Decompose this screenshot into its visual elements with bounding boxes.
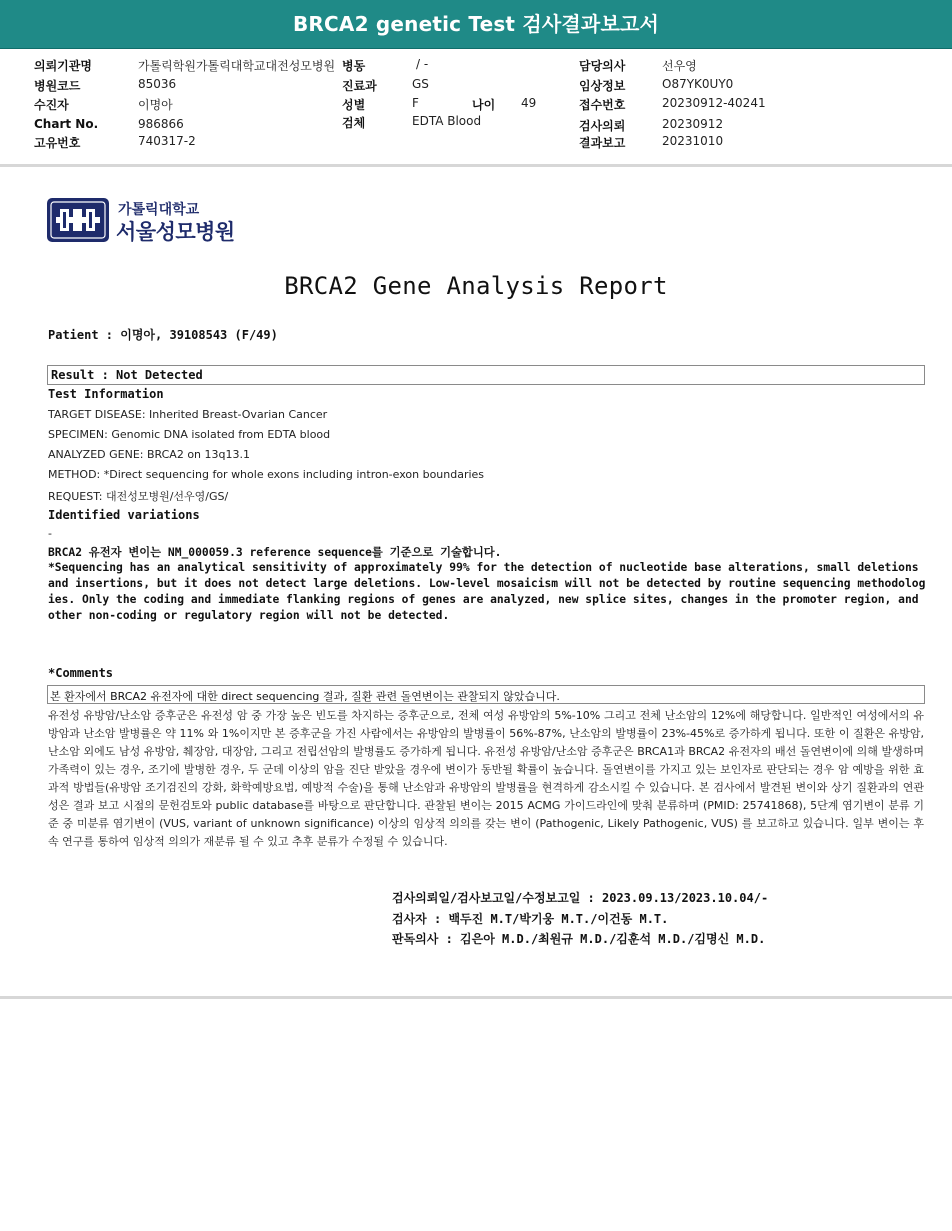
label-report-date: 결과보고 bbox=[579, 136, 626, 150]
header-divider bbox=[0, 164, 952, 167]
value-age: 49 bbox=[521, 96, 537, 110]
comment-summary: 본 환자에서 BRCA2 유전자에 대한 direct sequencing 결과, 질환 관련 돌연변이는 관찰되지 않았습니다. bbox=[50, 690, 560, 703]
window-title: BRCA2 genetic Test 검사결과보고서 bbox=[292, 12, 660, 36]
value-receipt-no: 20230912-40241 bbox=[662, 96, 766, 110]
label-request-date: 검사의뢰 bbox=[579, 119, 626, 133]
result-box bbox=[47, 365, 925, 385]
value-ward: / - bbox=[416, 57, 429, 71]
label-hospital-code: 병원코드 bbox=[34, 79, 81, 93]
test-info-method: METHOD: *Direct sequencing for whole exons including intron-exon boundaries bbox=[48, 468, 485, 481]
patient-line: Patient : 이명아, 39108543 (F/49) bbox=[48, 328, 278, 342]
test-info-analyzed-gene: ANALYZED GENE: BRCA2 on 13q13.1 bbox=[48, 448, 250, 461]
value-patient-name: 이명아 bbox=[138, 98, 173, 112]
value-requesting-institution: 가톨릭학원가톨릭대학교대전성모병원 bbox=[138, 59, 336, 73]
label-department: 진료과 bbox=[342, 79, 377, 93]
reference-note: BRCA2 유전자 변이는 NM_000059.3 reference sequence를 기준으로 기술합니다. bbox=[48, 546, 502, 559]
value-specimen: EDTA Blood bbox=[412, 114, 482, 128]
label-age: 나이 bbox=[472, 98, 496, 112]
comments-heading: *Comments bbox=[48, 666, 114, 680]
label-receipt-no: 접수번호 bbox=[579, 98, 626, 112]
footer-divider bbox=[0, 996, 952, 999]
value-report-date: 20231010 bbox=[662, 134, 724, 148]
value-unique-id: 740317-2 bbox=[138, 134, 196, 148]
hospital-logo-icon bbox=[46, 197, 110, 243]
label-requesting-institution: 의뢰기관명 bbox=[34, 59, 92, 73]
value-clinical-info: O87YK0UY0 bbox=[662, 77, 734, 91]
label-specimen: 검체 bbox=[342, 116, 366, 130]
method-note: *Sequencing has an analytical sensitivity of approximately 99% for the detection of nucleotide base alterations, small deletions and insertions, but it does not detect large deletions. Low-level mosaicism will not be detected by routine sequencing methodologies. Only the coding and immediate flanking regions of genes are analyzed, new splice sites, changes in the promoter region, and other non-coding or regulatory region will not be detected. bbox=[48, 561, 926, 622]
value-sex: F bbox=[412, 96, 419, 110]
label-chart-no: Chart No. bbox=[34, 117, 99, 131]
test-info-target-disease: TARGET DISEASE: Inherited Breast-Ovarian Cancer bbox=[48, 408, 328, 421]
label-attending-doctor: 담당의사 bbox=[579, 59, 626, 73]
label-unique-id: 고유번호 bbox=[34, 136, 81, 150]
value-hospital-code: 85036 bbox=[138, 77, 177, 91]
label-sex: 성별 bbox=[342, 98, 366, 112]
logo-large-text: 서울성모병원 bbox=[116, 220, 235, 244]
window-title-bar bbox=[0, 0, 952, 49]
value-chart-no: 986866 bbox=[138, 117, 184, 131]
value-department: GS bbox=[412, 77, 429, 91]
logo-small-text: 가톨릭대학교 bbox=[118, 202, 200, 218]
variations-value: - bbox=[48, 527, 52, 540]
comment-body: 유전성 유방암/난소암 증후군은 유전성 암 중 가장 높은 빈도를 차지하는 증후군으로, 전체 여성 유방암의 5%-10% 그리고 전체 난소암의 12%에 해당합니다. 일반적인 여성에서의 유방암과 난소암 발병률은 약 11% 와 1%이지만 본 증후군을 가진 사람에서는 유방암의 발병률이 56%-87%, 난소암의 발병률이 23%-45%로 증가하게 됩니다. 또한 이 질환은 유방암, 난소암 외에도 남성 유방암, 췌장암, 대장암, 그리고 전립선암의 발병률도 증가하게 됩니다. 유전성 유방암/난소암 증후군은 BRCA1과 BRCA2 유전자의 배선 돌연변이에 의해 발생하며 가족력이 있는 경우, 조기에 발병한 경우, 두 군데 이상의 암을 진단 받았을 경우에 변이가 동반될 확률이 높습니다. 돌연변이를 가지고 있는 보인자로 판단되는 경우 암 예방을 위한 효과적 방법들(유방암 조기검진의 강화, 화학예방요법, 예방적 수술)을 통해 난소암과 유방암의 발병률을 현격하게 감소시킬 수 있습니다. 본 검사에서 발견된 변이와 상기 질환과의 연관성은 결과 보고 시점의 문헌검토와 public database를 바탕으로 판단합니다. 관찰된 변이는 2015 ACMG 가이드라인에 맞춰 분류하며 (PMID: 25741868), 5단계 염기변이 분류 기준 중 미분류 염기변이 (VUS, variant of unknown significance) 이상의 임상적 의의를 갖는 변이 (Pathogenic, Likely Pathogenic, VUS) 를 보고하고 있습니다. 일부 변이는 후속 연구를 통하여 임상적 의의가 재분류 될 수 있고 추후 분류가 수정될 수 있습니다. bbox=[48, 709, 924, 848]
signature-testers: 검사자 : 백두진 M.T/박기웅 M.T./이건동 M.T. bbox=[392, 912, 669, 926]
report-title: BRCA2 Gene Analysis Report bbox=[284, 272, 668, 300]
comment-summary-box bbox=[47, 685, 925, 704]
value-request-date: 20230912 bbox=[662, 117, 724, 131]
label-clinical-info: 임상정보 bbox=[579, 79, 626, 93]
signature-dates: 검사의뢰일/검사보고일/수정보고일 : 2023.09.13/2023.10.04/- bbox=[392, 891, 769, 905]
test-info-specimen: SPECIMEN: Genomic DNA isolated from EDTA blood bbox=[48, 428, 331, 441]
value-attending-doctor: 선우영 bbox=[662, 59, 697, 73]
signature-doctors: 판독의사 : 김은아 M.D./최원규 M.D./김훈석 M.D./김명신 M.D. bbox=[392, 932, 766, 946]
test-info-heading: Test Information bbox=[48, 387, 164, 401]
label-patient-name: 수진자 bbox=[34, 98, 69, 112]
result-text: Result : Not Detected bbox=[51, 368, 203, 382]
label-ward: 병동 bbox=[342, 59, 366, 73]
test-info-request: REQUEST: 대전성모병원/선우영/GS/ bbox=[48, 490, 229, 503]
variations-heading: Identified variations bbox=[48, 508, 200, 522]
